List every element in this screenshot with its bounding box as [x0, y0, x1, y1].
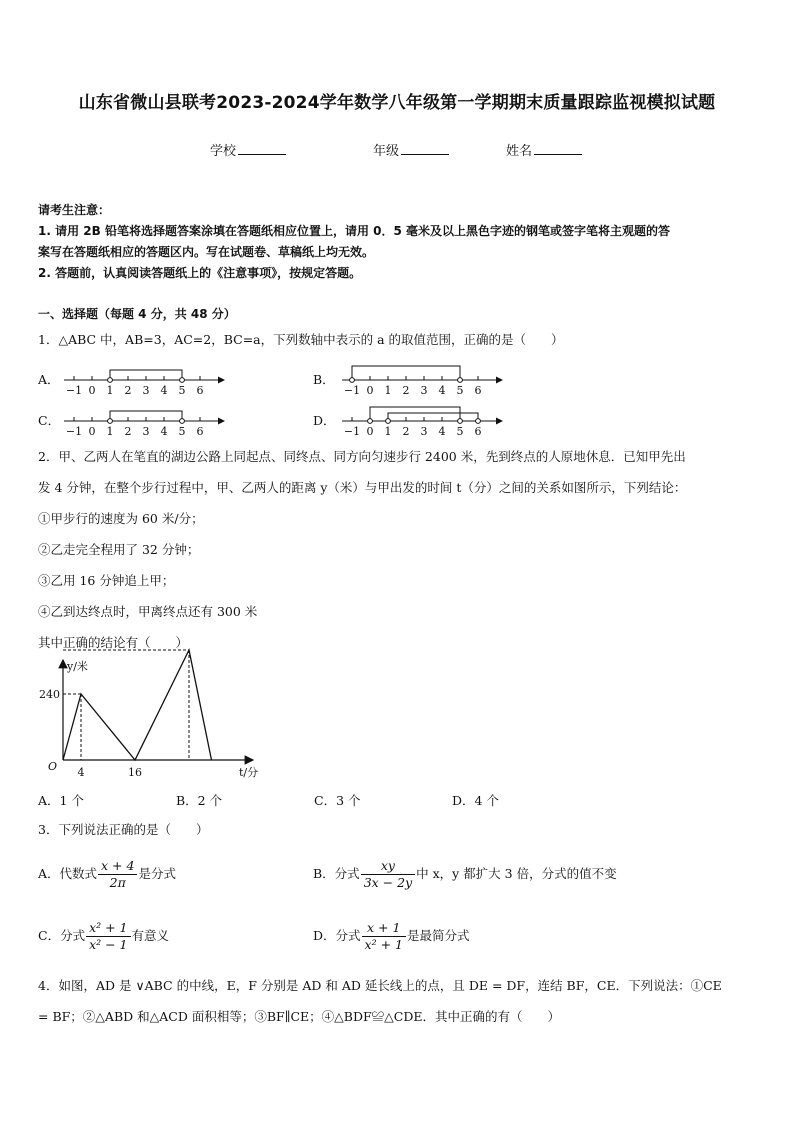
- q2-option-c[interactable]: C．3 个: [314, 793, 361, 808]
- q1-a-line-tick-label: 1: [106, 384, 114, 397]
- q1-b-line-open-point: [350, 378, 355, 383]
- q3-c-denominator: x² − 1: [89, 937, 128, 952]
- q3-b-numerator: xy: [361, 858, 415, 875]
- q1-a-line-tick-label: −1: [65, 384, 83, 397]
- q1-c-line-tick-label: 6: [196, 425, 204, 438]
- q3-d-fraction: [362, 920, 406, 953]
- q3-a-fraction: [98, 858, 137, 891]
- y-tick-label: 240: [39, 688, 60, 701]
- q1-d-line-open-point: [458, 419, 463, 424]
- q1-b-line-open-point: [458, 378, 463, 383]
- q1-stem: 1．△ABC 中，AB=3，AC=2，BC=a，下列数轴中表示的 a 的取值范围，正确的是（ ）: [38, 332, 564, 347]
- q1-b-line-tick-label: 4: [438, 384, 446, 397]
- notice-line-2: 2. 答题前，认真阅读答题纸上的《注意事项》，按规定答题。: [38, 266, 362, 280]
- q3-a-prefix: A．代数式: [38, 866, 98, 881]
- q1-c-line-tick-label: 5: [178, 425, 186, 438]
- q2-option-d[interactable]: D．4 个: [452, 793, 499, 808]
- q3-stem: 3．下列说法正确的是（ ）: [38, 822, 209, 837]
- q3-option-a[interactable]: [38, 858, 176, 891]
- q1-a-line-open-point: [108, 378, 113, 383]
- q1-a-line-tick-label: 4: [160, 384, 168, 397]
- q1-option-b-label[interactable]: B．: [313, 372, 335, 387]
- q3-c-fraction: [86, 920, 130, 953]
- q1-d-line-tick-label: 5: [456, 425, 464, 438]
- q2-line-2: 发 4 分钟，在整个步行过程中，甲、乙两人的距离 y（米）与甲出发的时间 t（分）之间的关系如图所示，下列结论：: [38, 480, 687, 495]
- q1-c-line-tick-label: 1: [106, 425, 114, 438]
- q1-b-line-tick-label: −1: [343, 384, 361, 397]
- x-tick-label: 16: [128, 766, 142, 779]
- q1-option-d-label[interactable]: D．: [313, 413, 336, 428]
- q3-d-numerator: x + 1: [362, 920, 406, 937]
- q1-d-line-open-point: [368, 419, 373, 424]
- y-axis-label: y/米: [67, 660, 88, 673]
- q2-option-b[interactable]: B．2 个: [176, 793, 223, 808]
- name-field[interactable]: [506, 140, 582, 159]
- q1-d-line-tick-label: −1: [343, 425, 361, 438]
- notice-line-1a: 1. 请用 2B 铅笔将选择题答案涂填在答题纸相应位置上，请用 0．5 毫米及以上黑色字迹的钢笔或签字笔将主观题的答: [38, 224, 670, 238]
- q1-a-line-tick-label: 0: [88, 384, 96, 397]
- q1-b-line-tick-label: 5: [456, 384, 464, 397]
- origin-label: O: [48, 760, 58, 773]
- school-label: 学校: [210, 144, 237, 159]
- q1-d-line-tick-label: 1: [384, 425, 392, 438]
- notice-line-1b: 案写在答题纸相应的答题区内。写在试题卷、草稿纸上均无效。: [38, 245, 375, 259]
- q1-d-line-tick-label: 3: [420, 425, 428, 438]
- q1-c-line-tick-label: 0: [88, 425, 96, 438]
- q3-option-b[interactable]: [313, 858, 617, 891]
- q1-c-line-tick-label: 3: [142, 425, 150, 438]
- q1-d-line-range-1: [388, 413, 478, 421]
- grade-label: 年级: [373, 144, 400, 159]
- q3-a-suffix: 是分式: [138, 866, 176, 881]
- q1-d-line-open-point: [386, 419, 391, 424]
- q3-d-suffix: 是最简分式: [406, 928, 470, 943]
- q1-option-b-number-line: [340, 360, 510, 400]
- q4-line-2: = BF；②△ABD 和△ACD 面积相等；③BF∥CE；④△BDF≌△CDE．其中正确的有（ ）: [38, 1009, 560, 1024]
- q1-b-line-tick-label: 3: [420, 384, 428, 397]
- section-heading: 一、选择题（每题 4 分，共 48 分）: [38, 307, 236, 321]
- q3-d-prefix: D．分式: [313, 928, 361, 943]
- q1-a-line-open-point: [180, 378, 185, 383]
- q1-option-a-number-line: [62, 360, 232, 400]
- school-blank[interactable]: [238, 142, 286, 155]
- q1-d-line-tick-label: 6: [474, 425, 482, 438]
- q1-d-line-open-point: [476, 419, 481, 424]
- q1-c-line-open-point: [108, 419, 113, 424]
- q4-line-1: 4．如图，AD 是 ∨ABC 的中线，E，F 分别是 AD 和 AD 延长线上的点，且 DE = DF，连结 BF，CE．下列说法：①CE: [38, 978, 722, 993]
- notice-heading: 请考生注意：: [38, 203, 111, 217]
- q3-c-suffix: 有意义: [131, 928, 170, 943]
- page-title: 山东省微山县联考2023-2024学年数学八年级第一学期期末质量跟踪监视模拟试题: [78, 93, 716, 113]
- q1-d-line-tick-label: 2: [402, 425, 410, 438]
- q3-option-d[interactable]: [313, 920, 469, 953]
- q1-option-d-number-line: [340, 401, 510, 441]
- q2-statement-3: ③乙用 16 分钟追上甲；: [38, 573, 175, 588]
- q1-b-line-tick-label: 6: [474, 384, 482, 397]
- q3-b-suffix: 中 x，y 都扩大 3 倍，分式的值不变: [416, 866, 617, 881]
- q1-d-line-range-0: [370, 407, 460, 421]
- q3-a-numerator: x + 4: [98, 858, 137, 875]
- q1-b-line-tick-label: 2: [402, 384, 410, 397]
- name-label: 姓名: [506, 144, 533, 159]
- q3-option-c[interactable]: [38, 920, 169, 953]
- grade-field[interactable]: [373, 140, 449, 159]
- q2-statement-1: ①甲步行的速度为 60 米/分；: [38, 511, 204, 526]
- q3-c-prefix: C．分式: [38, 928, 86, 943]
- q1-a-line-tick-label: 6: [196, 384, 204, 397]
- x-tick-label: 4: [77, 766, 85, 779]
- q2-distance-time-graph: [38, 656, 278, 786]
- q3-a-denominator: 2π: [109, 875, 126, 890]
- grade-blank[interactable]: [401, 142, 449, 155]
- q1-d-line-tick-label: 4: [438, 425, 446, 438]
- school-field[interactable]: [210, 140, 286, 159]
- q2-line-1: 2．甲、乙两人在笔直的湖边公路上同起点、同终点、同方向匀速步行 2400 米，先到终点的人原地休息．已知甲先出: [38, 449, 686, 464]
- q2-option-a[interactable]: A．1 个: [38, 793, 84, 808]
- q1-c-line-tick-label: 2: [124, 425, 132, 438]
- q1-c-line-tick-label: −1: [65, 425, 83, 438]
- q1-c-line-tick-label: 4: [160, 425, 168, 438]
- q1-d-line-tick-label: 0: [366, 425, 374, 438]
- q3-d-denominator: x² + 1: [364, 937, 403, 952]
- q1-option-c-label[interactable]: C．: [38, 413, 61, 428]
- q3-b-fraction: [361, 858, 415, 891]
- q1-c-line-open-point: [180, 419, 185, 424]
- x-axis-label: t/分: [239, 766, 259, 779]
- q3-b-denominator: 3x − 2y: [363, 875, 413, 890]
- q1-a-line-tick-label: 5: [178, 384, 186, 397]
- q1-a-line-tick-label: 2: [124, 384, 132, 397]
- q2-ask: 其中正确的结论有（ ）: [38, 635, 189, 650]
- q1-b-line-tick-label: 0: [366, 384, 374, 397]
- q1-option-a-label[interactable]: A．: [38, 372, 60, 387]
- q2-statement-2: ②乙走完全程用了 32 分钟；: [38, 542, 200, 557]
- q1-a-line-tick-label: 3: [142, 384, 150, 397]
- q1-b-line-tick-label: 1: [384, 384, 392, 397]
- name-blank[interactable]: [534, 142, 582, 155]
- q3-b-prefix: B．分式: [313, 866, 360, 881]
- q3-c-numerator: x² + 1: [86, 920, 130, 937]
- q2-statement-4: ④乙到达终点时，甲离终点还有 300 米: [38, 604, 258, 619]
- q1-option-c-number-line: [62, 401, 232, 441]
